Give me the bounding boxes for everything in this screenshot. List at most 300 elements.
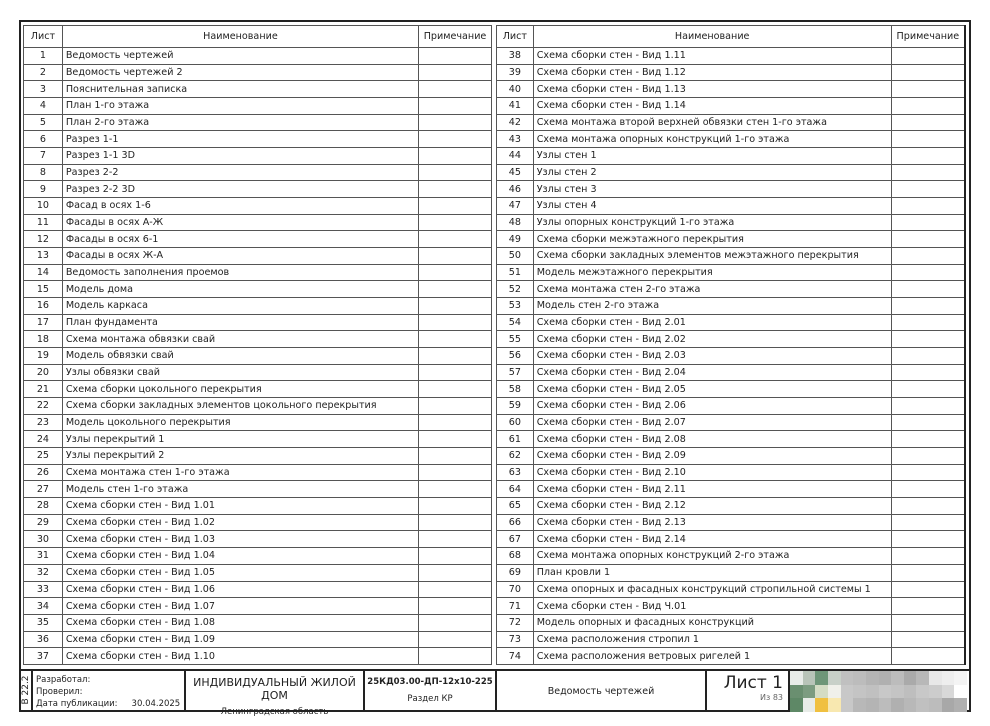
sheet-number-cell: 40 [497, 81, 534, 98]
note-cell [891, 148, 965, 165]
note-cell [419, 614, 492, 631]
table-row [497, 264, 966, 281]
sheet-number-cell: 46 [497, 181, 534, 198]
table-row [24, 148, 492, 165]
table-row [497, 298, 966, 315]
note-cell [419, 131, 492, 148]
table-row [24, 281, 492, 298]
drawing-name-cell: План 1-го этажа [62, 98, 418, 115]
drawing-name-cell: Узлы опорных конструкций 1-го этажа [533, 214, 891, 231]
sheet-number-cell: 18 [24, 331, 63, 348]
table-row [24, 648, 492, 665]
table-row [24, 331, 492, 348]
table-row [497, 381, 966, 398]
note-cell [419, 531, 492, 548]
drawing-name-cell: Ведомость чертежей 2 [62, 64, 418, 81]
header-note: Примечание [891, 26, 965, 48]
drawing-name-cell: Узлы стен 3 [533, 181, 891, 198]
title-block [19, 669, 971, 717]
drawing-name-cell: Схема расположения ветровых ригелей 1 [533, 648, 891, 665]
note-cell [891, 48, 965, 65]
logo-pixel [866, 698, 879, 712]
table-row [24, 298, 492, 315]
sheet-number-cell: 70 [497, 581, 534, 598]
drawing-name-cell: Модель цокольного перекрытия [62, 414, 418, 431]
drawing-name-cell: Схема сборки стен - Вид 1.09 [62, 631, 418, 648]
sheet-number-cell: 56 [497, 348, 534, 365]
note-cell [891, 298, 965, 315]
drawing-name-cell: Разрез 1-1 [62, 131, 418, 148]
sheet-number-cell: 38 [497, 48, 534, 65]
drawings-table-left [23, 25, 492, 665]
table-row [497, 114, 966, 131]
table-row [24, 64, 492, 81]
table-row [497, 248, 966, 265]
logo-pixel [803, 671, 816, 685]
sheet-number-cell: 14 [24, 264, 63, 281]
note-cell [891, 248, 965, 265]
table-row [497, 131, 966, 148]
sheet-number-cell: 11 [24, 214, 63, 231]
logo-pixel [803, 685, 816, 699]
logo-pixel [954, 685, 967, 699]
note-cell [891, 648, 965, 665]
table-row [497, 198, 966, 215]
drawing-name-cell: Схема сборки стен - Вид 1.12 [533, 64, 891, 81]
logo-pixel [853, 698, 866, 712]
table-row [24, 181, 492, 198]
logo-pixel [904, 698, 917, 712]
note-cell [891, 381, 965, 398]
blurred-logo-image [790, 671, 967, 712]
region: Ленинградская область [220, 707, 329, 717]
project-code: 25КД03.00-ДП-12х10-225 [367, 677, 493, 687]
logo-pixel [879, 685, 892, 699]
note-cell [419, 481, 492, 498]
note-cell [891, 64, 965, 81]
table-row [497, 564, 966, 581]
logo-pixel [815, 698, 828, 712]
drawing-name-cell: Схема сборки закладных элементов цокольного перекрытия [62, 398, 418, 415]
note-cell [419, 514, 492, 531]
note-cell [419, 214, 492, 231]
note-cell [419, 348, 492, 365]
note-cell [891, 498, 965, 515]
sheet-number-cell: 1 [24, 48, 63, 65]
table-row [24, 548, 492, 565]
logo-pixel [904, 671, 917, 685]
sheet-number-cell: 54 [497, 314, 534, 331]
sheet-number-cell: 17 [24, 314, 63, 331]
table-row [24, 614, 492, 631]
note-cell [419, 381, 492, 398]
sheet-number-cell: 43 [497, 131, 534, 148]
note-cell [419, 198, 492, 215]
version-label: В 22.2 [21, 675, 31, 705]
table-row [497, 164, 966, 181]
logo-pixel [891, 685, 904, 699]
table-row [24, 364, 492, 381]
sheet-number-cell: 73 [497, 631, 534, 648]
logo-pixel [904, 685, 917, 699]
note-cell [419, 181, 492, 198]
drawing-name-cell: Схема сборки стен - Вид Ч.01 [533, 598, 891, 615]
checked-label: Проверил: [36, 687, 83, 697]
sheet-number-cell: 19 [24, 348, 63, 365]
drawing-name-cell: Схема сборки стен - Вид 2.14 [533, 531, 891, 548]
note-cell [891, 114, 965, 131]
pub-date-label: Дата публикации: [36, 699, 118, 709]
note-cell [891, 98, 965, 115]
sheet-number-cell: 58 [497, 381, 534, 398]
table-row [24, 348, 492, 365]
sheet-number-cell: 42 [497, 114, 534, 131]
drawings-table-right [496, 25, 966, 665]
sheet-number-cell: 45 [497, 164, 534, 181]
section: Раздел КР [407, 694, 453, 704]
logo-pixel [866, 671, 879, 685]
drawing-name-cell: Схема сборки стен - Вид 2.12 [533, 498, 891, 515]
logo-pixel [815, 685, 828, 699]
sheet-number-cell: 69 [497, 564, 534, 581]
drawing-name-cell: Схема сборки стен - Вид 1.08 [62, 614, 418, 631]
note-cell [891, 481, 965, 498]
table-row [497, 81, 966, 98]
sheet-number-cell: 32 [24, 564, 63, 581]
note-cell [419, 114, 492, 131]
sheet-number-cell: 34 [24, 598, 63, 615]
sheet-number-cell: 72 [497, 614, 534, 631]
logo-pixel [942, 671, 955, 685]
note-cell [419, 364, 492, 381]
sheet-number-cell: 30 [24, 531, 63, 548]
drawing-name-cell: Схема сборки стен - Вид 2.02 [533, 331, 891, 348]
sheet-number-cell: 36 [24, 631, 63, 648]
sheet-number-cell: 55 [497, 331, 534, 348]
drawing-name-cell: Схема сборки стен - Вид 2.01 [533, 314, 891, 331]
sheet-number-cell: 74 [497, 648, 534, 665]
table-row [497, 231, 966, 248]
drawing-name-cell: Ведомость чертежей [62, 48, 418, 65]
table-row [497, 598, 966, 615]
note-cell [891, 531, 965, 548]
note-cell [891, 548, 965, 565]
sheet-number-cell: 37 [24, 648, 63, 665]
sheet-number-cell: 67 [497, 531, 534, 548]
drawing-name-cell: Модель стен 2-го этажа [533, 298, 891, 315]
table-row [497, 98, 966, 115]
drawing-name-cell: Схема сборки стен - Вид 1.14 [533, 98, 891, 115]
developed-label: Разработал: [36, 675, 91, 685]
drawing-name-cell: Модель межэтажного перекрытия [533, 264, 891, 281]
drawing-name-cell: Схема сборки стен - Вид 1.04 [62, 548, 418, 565]
pub-date: 30.04.2025 [131, 699, 181, 709]
drawing-name-cell: Схема сборки стен - Вид 2.08 [533, 431, 891, 448]
note-cell [419, 448, 492, 465]
table-row [24, 131, 492, 148]
table-row [497, 64, 966, 81]
sheet-number-cell: 28 [24, 498, 63, 515]
table-row [24, 431, 492, 448]
sheet-number-cell: 7 [24, 148, 63, 165]
drawing-name-cell: Модель стен 1-го этажа [62, 481, 418, 498]
table-row [497, 148, 966, 165]
header-sheet: Лист [24, 26, 63, 48]
drawing-name-cell: Схема сборки стен - Вид 1.07 [62, 598, 418, 615]
header-name: Наименование [533, 26, 891, 48]
sheet-number-cell: 53 [497, 298, 534, 315]
sheet-number-cell: 33 [24, 581, 63, 598]
table-row [497, 648, 966, 665]
note-cell [419, 581, 492, 598]
logo-pixel [942, 698, 955, 712]
drawing-name-cell: Схема сборки стен - Вид 2.07 [533, 414, 891, 431]
note-cell [891, 81, 965, 98]
drawing-name-cell: Схема сборки стен - Вид 2.13 [533, 514, 891, 531]
table-row [24, 381, 492, 398]
note-cell [891, 364, 965, 381]
logo-pixel [841, 671, 854, 685]
table-row [24, 198, 492, 215]
note-cell [891, 614, 965, 631]
drawing-name-cell: Модель дома [62, 281, 418, 298]
logo-pixel [916, 698, 929, 712]
logo-pixel [790, 698, 803, 712]
note-cell [891, 131, 965, 148]
sheet-number: Лист 1 [723, 673, 783, 693]
drawing-name-cell: Схема сборки стен - Вид 1.11 [533, 48, 891, 65]
table-row [24, 81, 492, 98]
sheet-number-cell: 24 [24, 431, 63, 448]
sheet-number-cell: 44 [497, 148, 534, 165]
table-row [24, 514, 492, 531]
sheet-number-cell: 5 [24, 114, 63, 131]
note-cell [891, 281, 965, 298]
sheet-number-cell: 51 [497, 264, 534, 281]
sheet-number-cell: 61 [497, 431, 534, 448]
header-sheet: Лист [497, 26, 534, 48]
sheet-number-cell: 20 [24, 364, 63, 381]
logo-pixel [891, 671, 904, 685]
note-cell [891, 214, 965, 231]
sheet-number-cell: 49 [497, 231, 534, 248]
logo-pixel [891, 698, 904, 712]
drawing-name-cell: План 2-го этажа [62, 114, 418, 131]
table-row [24, 531, 492, 548]
table-row [497, 364, 966, 381]
logo-pixel [815, 671, 828, 685]
sheet-number-cell: 48 [497, 214, 534, 231]
logo-pixel [853, 685, 866, 699]
header-note: Примечание [419, 26, 492, 48]
drawing-name-cell: Схема сборки цокольного перекрытия [62, 381, 418, 398]
table-row [497, 214, 966, 231]
note-cell [419, 264, 492, 281]
sheet-number-cell: 52 [497, 281, 534, 298]
table-row [24, 231, 492, 248]
sheet-number-cell: 6 [24, 131, 63, 148]
drawing-name-cell: Схема сборки стен - Вид 1.06 [62, 581, 418, 598]
logo-pixel [954, 698, 967, 712]
logo-pixel [841, 698, 854, 712]
note-cell [419, 498, 492, 515]
sheet-title: Ведомость чертежей [497, 671, 707, 712]
drawing-name-cell: Разрез 1-1 3D [62, 148, 418, 165]
logo-pixel [879, 671, 892, 685]
sheet-number-cell: 25 [24, 448, 63, 465]
note-cell [891, 314, 965, 331]
drawing-name-cell: Разрез 2-2 3D [62, 181, 418, 198]
table-row [497, 631, 966, 648]
note-cell [419, 598, 492, 615]
note-cell [419, 398, 492, 415]
logo-pixel [929, 671, 942, 685]
logo-pixel [879, 698, 892, 712]
note-cell [419, 464, 492, 481]
table-row [24, 448, 492, 465]
drawing-name-cell: Схема сборки стен - Вид 1.02 [62, 514, 418, 531]
table-row [24, 214, 492, 231]
note-cell [891, 231, 965, 248]
sheet-number-cell: 64 [497, 481, 534, 498]
drawing-name-cell: Схема сборки стен - Вид 1.03 [62, 531, 418, 548]
sheet-number-cell: 4 [24, 98, 63, 115]
logo-pixel [790, 685, 803, 699]
sheet-number-cell: 63 [497, 464, 534, 481]
note-cell [419, 414, 492, 431]
note-cell [419, 431, 492, 448]
table-row [24, 631, 492, 648]
drawing-name-cell: Схема сборки стен - Вид 2.11 [533, 481, 891, 498]
header-name: Наименование [62, 26, 418, 48]
sheet-number-cell: 26 [24, 464, 63, 481]
table-row [24, 564, 492, 581]
table-row [497, 431, 966, 448]
drawing-name-cell: Пояснительная записка [62, 81, 418, 98]
table-row [497, 414, 966, 431]
sheet-number-cell: 60 [497, 414, 534, 431]
table-row [497, 314, 966, 331]
drawing-name-cell: Схема сборки стен - Вид 1.10 [62, 648, 418, 665]
table-row [497, 481, 966, 498]
drawing-name-cell: Узлы перекрытий 1 [62, 431, 418, 448]
sheet-number-cell: 10 [24, 198, 63, 215]
note-cell [419, 281, 492, 298]
table-row [24, 264, 492, 281]
drawing-name-cell: Разрез 2-2 [62, 164, 418, 181]
drawing-name-cell: Схема сборки стен - Вид 1.01 [62, 498, 418, 515]
drawing-name-cell: Схема опорных и фасадных конструкций стропильной системы 1 [533, 581, 891, 598]
drawing-name-cell: Узлы перекрытий 2 [62, 448, 418, 465]
drawing-name-cell: Ведомость заполнения проемов [62, 264, 418, 281]
drawing-name-cell: Узлы стен 2 [533, 164, 891, 181]
table-row [497, 614, 966, 631]
note-cell [891, 448, 965, 465]
table-row [497, 514, 966, 531]
table-row [24, 164, 492, 181]
sheet-number-cell: 57 [497, 364, 534, 381]
sheet-number-cell: 29 [24, 514, 63, 531]
note-cell [891, 581, 965, 598]
table-row [24, 248, 492, 265]
sheet-number-cell: 21 [24, 381, 63, 398]
sheet-number-cell: 22 [24, 398, 63, 415]
drawing-name-cell: Схема монтажа второй верхней обвязки стен 1-го этажа [533, 114, 891, 131]
drawing-name-cell: Модель опорных и фасадных конструкций [533, 614, 891, 631]
logo-pixel [954, 671, 967, 685]
table-row [24, 398, 492, 415]
drawing-name-cell: Схема сборки стен - Вид 2.05 [533, 381, 891, 398]
note-cell [419, 314, 492, 331]
sheet-number-cell: 3 [24, 81, 63, 98]
note-cell [891, 514, 965, 531]
note-cell [891, 264, 965, 281]
drawing-name-cell: Схема монтажа опорных конструкций 1-го этажа [533, 131, 891, 148]
note-cell [891, 164, 965, 181]
note-cell [419, 64, 492, 81]
drawing-name-cell: Схема сборки стен - Вид 2.10 [533, 464, 891, 481]
table-row [24, 598, 492, 615]
sheet-number-cell: 47 [497, 198, 534, 215]
sheet-number-cell: 23 [24, 414, 63, 431]
sheet-number-cell: 62 [497, 448, 534, 465]
note-cell [891, 598, 965, 615]
sheet-number-cell: 35 [24, 614, 63, 631]
drawing-name-cell: Узлы стен 4 [533, 198, 891, 215]
drawing-name-cell: Схема сборки стен - Вид 2.03 [533, 348, 891, 365]
sheet-number-cell: 59 [497, 398, 534, 415]
note-cell [891, 414, 965, 431]
sheet-number-cell: 50 [497, 248, 534, 265]
sheet-number-cell: 71 [497, 598, 534, 615]
drawing-name-cell: Узлы обвязки свай [62, 364, 418, 381]
note-cell [419, 648, 492, 665]
sheet-number-cell: 16 [24, 298, 63, 315]
note-cell [419, 248, 492, 265]
drawing-name-cell: Схема монтажа стен 2-го этажа [533, 281, 891, 298]
note-cell [419, 298, 492, 315]
table-row [497, 581, 966, 598]
table-row [24, 414, 492, 431]
table-row [497, 281, 966, 298]
drawing-name-cell: Схема сборки межэтажного перекрытия [533, 231, 891, 248]
note-cell [891, 348, 965, 365]
sheet-number-cell: 31 [24, 548, 63, 565]
sheet-number-cell: 13 [24, 248, 63, 265]
drawing-name-cell: Схема сборки стен - Вид 1.13 [533, 81, 891, 98]
logo-pixel [828, 698, 841, 712]
drawing-name-cell: Схема сборки стен - Вид 1.05 [62, 564, 418, 581]
logo-pixel [929, 685, 942, 699]
note-cell [419, 98, 492, 115]
drawing-name-cell: Фасады в осях 6-1 [62, 231, 418, 248]
logo-pixel [841, 685, 854, 699]
logo-pixel [916, 685, 929, 699]
logo-pixel [828, 685, 841, 699]
sheet-number-cell: 41 [497, 98, 534, 115]
sheet-number-cell: 8 [24, 164, 63, 181]
note-cell [419, 231, 492, 248]
table-row [497, 548, 966, 565]
logo-pixel [828, 671, 841, 685]
table-row [24, 314, 492, 331]
table-row [497, 448, 966, 465]
drawing-name-cell: Схема сборки стен - Вид 2.09 [533, 448, 891, 465]
logo-pixel [929, 698, 942, 712]
drawing-name-cell: Схема монтажа опорных конструкций 2-го этажа [533, 548, 891, 565]
note-cell [891, 331, 965, 348]
table-row [24, 98, 492, 115]
